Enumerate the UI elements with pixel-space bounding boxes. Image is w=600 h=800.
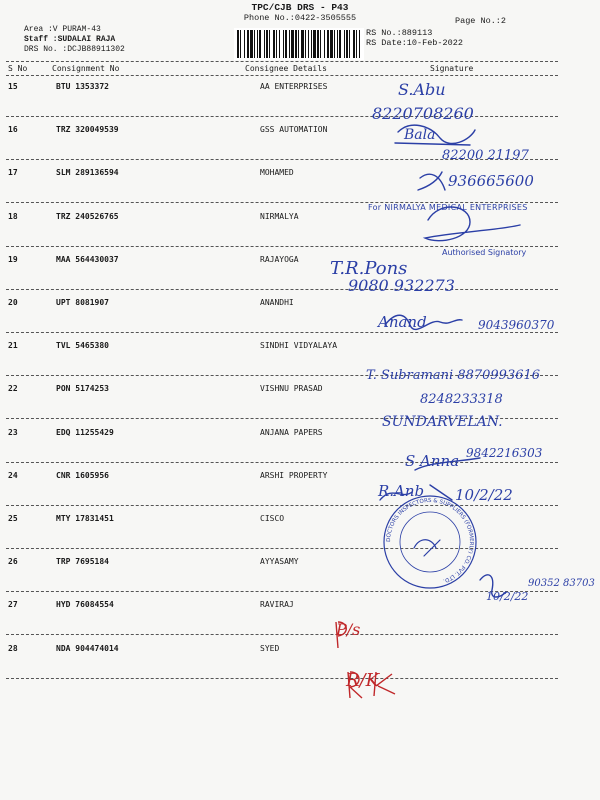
- mark-28: R/K: [346, 670, 380, 691]
- stamp-18: For NIRMALYA MEDICAL ENTERPRISES: [368, 203, 528, 212]
- phone-number: Phone No.:0422-3505555: [243, 13, 357, 23]
- row-sno: 26: [8, 557, 18, 567]
- company-stamp-ring: [384, 496, 476, 588]
- row-divider: [6, 246, 558, 247]
- header-divider-bottom: [6, 75, 558, 76]
- phone-20: 9043960370: [478, 318, 555, 332]
- header-divider: [6, 61, 558, 62]
- row-sno: 24: [8, 470, 18, 480]
- row-sno: 18: [8, 211, 18, 221]
- phone-23: 9842216303: [466, 446, 543, 460]
- row-sno: 19: [8, 254, 18, 264]
- row-divider: [6, 634, 558, 635]
- date-26: 10/2/22: [486, 590, 529, 603]
- row-divider: [6, 289, 558, 290]
- signature-16: Bala: [404, 127, 436, 143]
- rs-date: RS Date:10-Feb-2022: [366, 38, 463, 48]
- row-divider: [6, 462, 558, 463]
- row-consignment-no: SLM 289136594: [56, 168, 119, 178]
- row-consignment-no: UPT 8081907: [56, 298, 109, 307]
- row-consignment-no: MAA 564430037: [56, 254, 119, 264]
- signature-ink-18: [425, 207, 520, 241]
- phone-17: 936665600: [448, 172, 534, 190]
- signature-20: Anand: [378, 313, 427, 331]
- row-consignee: MOHAMED: [260, 168, 294, 178]
- row-divider: [6, 678, 558, 679]
- barcode-image: [234, 28, 364, 60]
- sheet-title: TPC/CJB DRS - P43: [251, 2, 349, 13]
- rs-block: [366, 28, 463, 48]
- col-sno: S No: [8, 64, 28, 73]
- rs-number: RS No.:889113: [366, 28, 433, 38]
- row-sno: 21: [8, 341, 18, 351]
- row-consignee: RAVIRAJ: [260, 600, 294, 610]
- phone-15: 8220708260: [372, 104, 474, 123]
- stamp-18-signatory: Authorised Signatory: [442, 248, 527, 257]
- signature-ink-17: [418, 172, 445, 190]
- signature-23: S Anna: [405, 452, 460, 470]
- mark-27: P/s: [336, 620, 361, 639]
- signature-24: R.Anb: [378, 482, 425, 500]
- row-consignment-no: CNR 1605956: [56, 470, 109, 480]
- row-consignee: VISHNU PRASAD: [260, 384, 323, 394]
- row-divider: [6, 505, 558, 506]
- date-24: 10/2/22: [455, 486, 513, 504]
- row-consignment-no: HYD 76084554: [56, 600, 114, 610]
- row-sno: 20: [8, 298, 18, 307]
- signature-21: T. Subramani 8870993616: [366, 368, 541, 383]
- phone-19: 9080 932273: [348, 276, 455, 295]
- signature-19: T.R.Pons: [330, 258, 408, 279]
- row-sno: 23: [8, 427, 18, 437]
- row-sno: 27: [8, 600, 18, 610]
- row-consignment-no: MTY 17831451: [56, 514, 114, 523]
- row-consignee: ANJANA PAPERS: [260, 427, 323, 437]
- row-divider: [6, 548, 558, 549]
- signature-22: SUNDARVELAN.: [382, 414, 503, 430]
- row-sno: 25: [8, 514, 18, 523]
- area-block: [24, 25, 125, 55]
- drs-line: DRS No. :DCJB88911302: [24, 45, 125, 54]
- row-consignee: NIRMALYA: [260, 211, 299, 221]
- page-number: Page No.:2: [455, 16, 507, 26]
- row-consignee: ARSHI PROPERTY: [260, 470, 328, 480]
- row-consignment-no: PON 5174253: [56, 384, 109, 394]
- row-consignment-no: TRZ 320049539: [56, 125, 119, 135]
- row-consignee: RAJAYOGA: [260, 254, 299, 264]
- row-divider: [6, 116, 558, 117]
- area-line: Area :V PURAM-43: [24, 25, 101, 34]
- row-consignee: AYYASAMY: [260, 557, 299, 567]
- row-consignee: AA ENTERPRISES: [260, 82, 328, 91]
- row-consignee: ANANDHI: [260, 298, 294, 307]
- row-consignment-no: TRZ 240526765: [56, 211, 119, 221]
- signature-15: S.Abu: [398, 80, 446, 99]
- row-consignee: GSS AUTOMATION: [260, 125, 328, 135]
- row-consignee: SINDHI VIDYALAYA: [260, 341, 338, 351]
- row-consignment-no: BTU 1353372: [56, 82, 109, 91]
- row-consignment-no: TRP 7695184: [56, 557, 109, 567]
- row-sno: 22: [8, 384, 18, 394]
- col-signature: Signature: [430, 64, 474, 73]
- row-sno: 17: [8, 168, 18, 178]
- row-sno: 16: [8, 125, 18, 135]
- row-consignee: CISCO: [260, 514, 285, 523]
- row-consignee: SYED: [260, 643, 280, 653]
- row-sno: 15: [8, 82, 18, 91]
- staff-line: Staff :SUDALAI RAJA: [24, 35, 116, 44]
- col-consignee: Consignee Details: [245, 64, 327, 73]
- company-stamp-text: DOCTORS INSPECTORS & SUPPLIERS (FORMERLY) CO. PVT. LTD.: [385, 497, 475, 584]
- row-consignment-no: NDA 904474014: [56, 643, 119, 653]
- col-consignment: Consignment No: [52, 64, 120, 73]
- row-divider: [6, 591, 558, 592]
- row-consignment-no: EDQ 11255429: [56, 427, 114, 437]
- row-sno: 28: [8, 643, 18, 653]
- row-divider: [6, 332, 558, 333]
- phone-26: 90352 83703: [528, 578, 595, 589]
- phone-22: 8248233318: [420, 392, 503, 407]
- row-consignment-no: TVL 5465380: [56, 341, 109, 351]
- phone-16: 82200 21197: [442, 148, 529, 163]
